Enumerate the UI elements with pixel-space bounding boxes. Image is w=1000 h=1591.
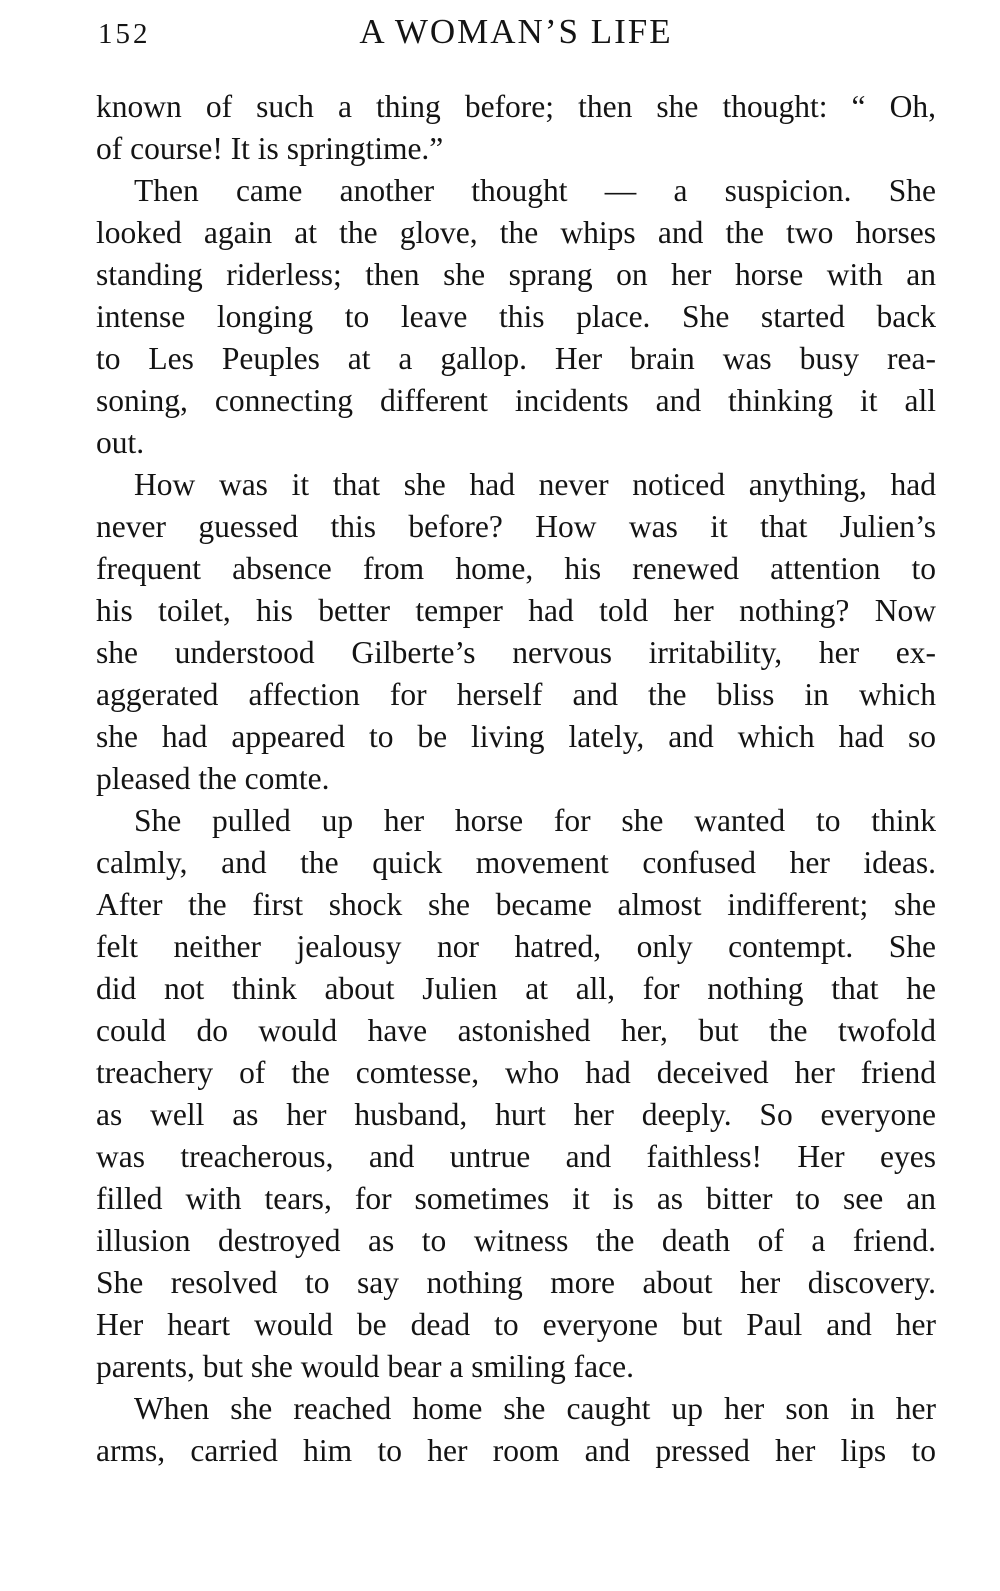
text-line: illusion destroyed as to witness the death of a friend. xyxy=(96,1223,936,1258)
text-line: known of such a thing before; then she thought: “ Oh, xyxy=(96,89,936,124)
running-head xyxy=(96,0,936,80)
paragraph xyxy=(96,170,936,464)
text-line: she had appeared to be living lately, and which had so xyxy=(96,719,936,754)
text-line: intense longing to leave this place. She started back xyxy=(96,299,936,334)
text-line: Then came another thought — a suspicion. She xyxy=(134,173,936,208)
text-line: never guessed this before? How was it that Julien’s xyxy=(96,509,936,544)
text-line: his toilet, his better temper had told her nothing? Now xyxy=(96,593,936,628)
text-line: could do would have astonished her, but the twofold xyxy=(96,1013,936,1048)
text-line: of course! It is springtime.” xyxy=(96,131,444,166)
running-title: A WOMAN’S LIFE xyxy=(359,12,673,51)
text-line: She resolved to say nothing more about her discovery. xyxy=(96,1265,936,1300)
text-line: standing riderless; then she sprang on her horse with an xyxy=(96,257,936,292)
text-line: was treacherous, and untrue and faithless! Her eyes xyxy=(96,1139,936,1174)
text-line: arms, carried him to her room and pressed her lips to xyxy=(96,1433,936,1468)
text-line: felt neither jealousy nor hatred, only contempt. She xyxy=(96,929,936,964)
text-line: Her heart would be dead to everyone but Paul and her xyxy=(96,1307,936,1342)
text-line: to Les Peuples at a gallop. Her brain was busy rea- xyxy=(96,341,936,376)
text-line: did not think about Julien at all, for nothing that he xyxy=(96,971,936,1006)
page-number: 152 xyxy=(98,18,151,50)
paragraph xyxy=(96,800,936,1388)
text-line: How was it that she had never noticed anything, had xyxy=(134,467,936,502)
paragraph xyxy=(96,86,936,170)
text-line: After the first shock she became almost indifferent; she xyxy=(96,887,936,922)
body-text xyxy=(96,86,936,1472)
text-line: She pulled up her horse for she wanted to think xyxy=(134,803,936,838)
text-line: pleased the comte. xyxy=(96,761,330,796)
text-line: filled with tears, for sometimes it is as bitter to see an xyxy=(96,1181,936,1216)
text-line: When she reached home she caught up her son in her xyxy=(134,1391,936,1426)
paragraph xyxy=(96,1388,936,1472)
text-line: soning, connecting different incidents and thinking it all xyxy=(96,383,936,418)
text-line: out. xyxy=(96,425,145,460)
book-page xyxy=(96,0,936,1591)
text-line: as well as her husband, hurt her deeply. So everyone xyxy=(96,1097,936,1132)
text-line: aggerated affection for herself and the bliss in which xyxy=(96,677,936,712)
text-line: looked again at the glove, the whips and the two horses xyxy=(96,215,936,250)
paragraph xyxy=(96,464,936,800)
text-line: frequent absence from home, his renewed attention to xyxy=(96,551,936,586)
text-line: treachery of the comtesse, who had deceived her friend xyxy=(96,1055,936,1090)
text-line: she understood Gilberte’s nervous irritability, her ex- xyxy=(96,635,936,670)
text-line: calmly, and the quick movement confused her ideas. xyxy=(96,845,936,880)
text-line: parents, but she would bear a smiling face. xyxy=(96,1349,634,1384)
